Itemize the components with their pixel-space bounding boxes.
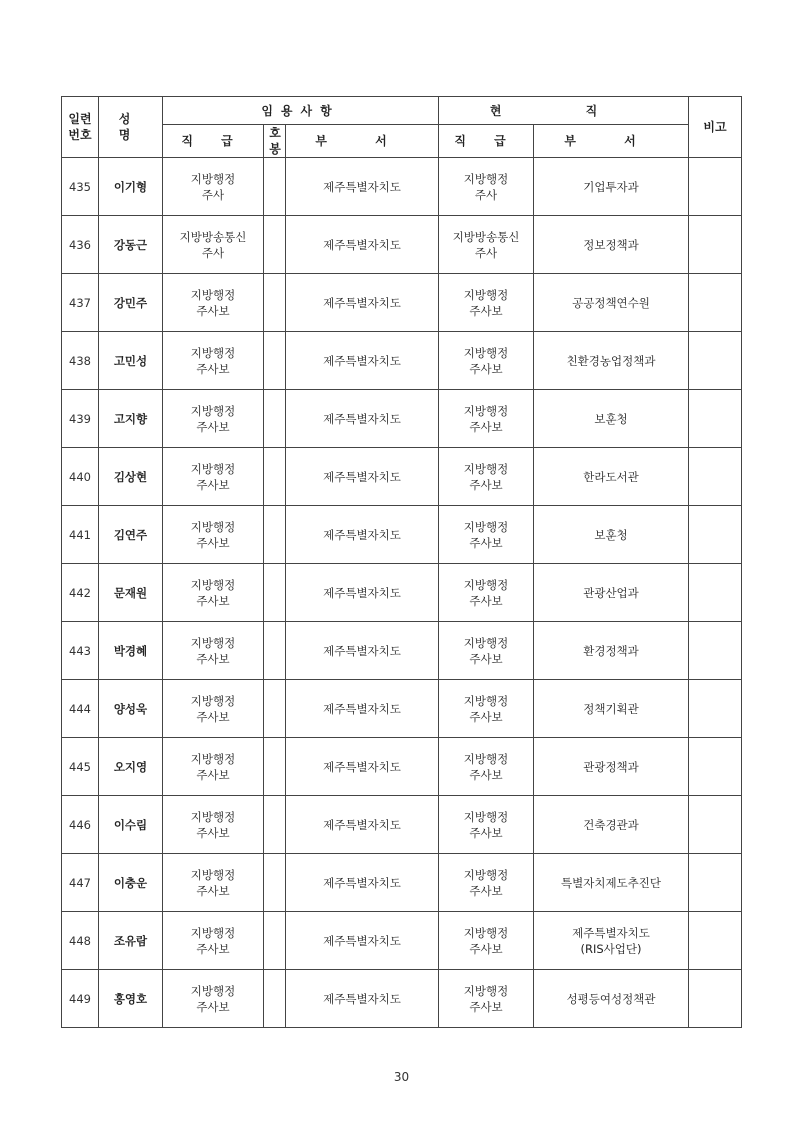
current-rank-cell: [439, 216, 534, 274]
name-cell: 강동근: [99, 216, 163, 274]
cell-line: 지방행정: [190, 925, 236, 940]
current-dept-cell: [534, 680, 689, 738]
cell-line: 주사보: [196, 651, 230, 666]
cell-line: 주사보: [196, 361, 230, 376]
header-remarks: 비고: [689, 97, 742, 158]
current-rank-cell: [439, 738, 534, 796]
step-cell: [264, 216, 286, 274]
cell-line: 지방행정: [190, 345, 236, 360]
remarks-cell: [689, 738, 742, 796]
appointment-rank-cell: [163, 912, 264, 970]
current-rank-cell: [439, 912, 534, 970]
table-row: [62, 274, 742, 332]
appointment-dept-cell: 제주특별자치도: [286, 912, 439, 970]
appointment-dept-cell: 제주특별자치도: [286, 622, 439, 680]
name-cell: 이기형: [99, 158, 163, 216]
table-row: [62, 854, 742, 912]
cell-line: 주사: [201, 187, 225, 202]
cell-line: 지방행정: [463, 403, 509, 418]
cell-line: 지방행정: [463, 751, 509, 766]
name-cell: 이수림: [99, 796, 163, 854]
appointment-rank-cell: [163, 970, 264, 1028]
cell-line: 지방행정: [463, 345, 509, 360]
cell-line: 주사: [474, 245, 498, 260]
current-dept-cell: [534, 796, 689, 854]
current-rank-cell: [439, 796, 534, 854]
cell-line: 지방행정: [190, 809, 236, 824]
cell-line: 지방행정: [190, 983, 236, 998]
serial-number-cell: 445: [62, 738, 99, 796]
current-dept-cell: [534, 390, 689, 448]
current-rank-cell: [439, 332, 534, 390]
cell-line: 주사보: [469, 593, 503, 608]
table-row: [62, 738, 742, 796]
cell-line: 주사보: [469, 941, 503, 956]
header-current-position: 현 직: [439, 97, 689, 125]
header-appointment-dept: 부 서: [286, 125, 439, 158]
cell-line: 지방행정: [190, 751, 236, 766]
step-cell: [264, 796, 286, 854]
cell-line: 성평등여성정책관: [566, 991, 656, 1006]
step-cell: [264, 448, 286, 506]
table-row: [62, 680, 742, 738]
appointment-dept-cell: 제주특별자치도: [286, 680, 439, 738]
current-rank-cell: [439, 970, 534, 1028]
serial-number-cell: 439: [62, 390, 99, 448]
cell-line: 보훈청: [594, 411, 628, 426]
cell-line: 제주특별자치도: [572, 925, 650, 940]
current-dept-cell: [534, 622, 689, 680]
cell-line: 주사: [474, 187, 498, 202]
appointment-rank-cell: [163, 216, 264, 274]
step-cell: [264, 332, 286, 390]
cell-line: 관광정책과: [583, 759, 639, 774]
name-cell: 문재원: [99, 564, 163, 622]
cell-line: 지방행정: [463, 461, 509, 476]
current-dept-cell: [534, 274, 689, 332]
appointment-rank-cell: [163, 390, 264, 448]
step-cell: [264, 506, 286, 564]
serial-number-cell: 444: [62, 680, 99, 738]
cell-line: 주사보: [469, 651, 503, 666]
appointment-dept-cell: 제주특별자치도: [286, 158, 439, 216]
step-cell: [264, 274, 286, 332]
cell-line: 주사보: [196, 477, 230, 492]
header-appointment: 임용사항: [163, 97, 439, 125]
table-row: [62, 332, 742, 390]
cell-line: 지방행정: [190, 519, 236, 534]
serial-number-cell: 446: [62, 796, 99, 854]
current-rank-cell: [439, 274, 534, 332]
cell-line: 지방방송통신: [452, 229, 520, 244]
step-cell: [264, 390, 286, 448]
cell-line: 지방행정: [190, 287, 236, 302]
cell-line: 주사보: [196, 593, 230, 608]
serial-number-cell: 437: [62, 274, 99, 332]
appointment-rank-cell: [163, 506, 264, 564]
name-cell: 김연주: [99, 506, 163, 564]
header-step: 호봉: [264, 125, 286, 158]
appointment-rank-cell: [163, 448, 264, 506]
cell-line: 주사보: [469, 303, 503, 318]
appointment-rank-cell: [163, 274, 264, 332]
cell-line: 지방행정: [190, 171, 236, 186]
cell-line: 주사보: [469, 709, 503, 724]
appointment-dept-cell: 제주특별자치도: [286, 854, 439, 912]
appointment-dept-cell: 제주특별자치도: [286, 970, 439, 1028]
appointment-rank-cell: [163, 564, 264, 622]
cell-line: 공공정책연수원: [572, 295, 650, 310]
current-dept-cell: [534, 506, 689, 564]
cell-line: 지방행정: [463, 809, 509, 824]
cell-line: 지방행정: [463, 867, 509, 882]
step-cell: [264, 158, 286, 216]
appointment-dept-cell: 제주특별자치도: [286, 216, 439, 274]
appointment-rank-cell: [163, 332, 264, 390]
cell-line: 친환경농업정책과: [566, 353, 656, 368]
cell-line: 정보정책과: [583, 237, 639, 252]
current-rank-cell: [439, 680, 534, 738]
remarks-cell: [689, 622, 742, 680]
name-cell: 강민주: [99, 274, 163, 332]
current-dept-cell: [534, 738, 689, 796]
remarks-cell: [689, 332, 742, 390]
cell-line: 지방행정: [463, 577, 509, 592]
cell-line: 지방행정: [190, 635, 236, 650]
current-rank-cell: [439, 506, 534, 564]
cell-line: (RIS사업단): [580, 941, 642, 956]
remarks-cell: [689, 680, 742, 738]
cell-line: 지방행정: [463, 635, 509, 650]
cell-line: 주사보: [196, 999, 230, 1014]
table-row: [62, 796, 742, 854]
table-row: [62, 970, 742, 1028]
current-dept-cell: [534, 564, 689, 622]
current-rank-cell: [439, 854, 534, 912]
cell-line: 주사: [201, 245, 225, 260]
name-cell: 오지영: [99, 738, 163, 796]
cell-line: 지방행정: [190, 403, 236, 418]
serial-number-cell: 441: [62, 506, 99, 564]
table-row: [62, 564, 742, 622]
name-cell: 이충운: [99, 854, 163, 912]
current-dept-cell: [534, 448, 689, 506]
cell-line: 보훈청: [594, 527, 628, 542]
cell-line: 지방행정: [190, 867, 236, 882]
cell-line: 지방행정: [463, 519, 509, 534]
appointment-dept-cell: 제주특별자치도: [286, 274, 439, 332]
cell-line: 관광산업과: [583, 585, 639, 600]
remarks-cell: [689, 970, 742, 1028]
cell-line: 건축경관과: [583, 817, 639, 832]
serial-number-cell: 435: [62, 158, 99, 216]
step-cell: [264, 680, 286, 738]
appointment-rank-cell: [163, 854, 264, 912]
cell-line: 주사보: [469, 999, 503, 1014]
cell-line: 주사보: [469, 535, 503, 550]
cell-line: 주사보: [196, 709, 230, 724]
header-serial-number: 일련 번호: [62, 97, 99, 158]
page-number: 30: [393, 1070, 410, 1084]
cell-line: 지방행정: [190, 577, 236, 592]
step-cell: [264, 854, 286, 912]
current-rank-cell: [439, 448, 534, 506]
step-cell: [264, 622, 286, 680]
cell-line: 지방방송통신: [179, 229, 247, 244]
appointment-dept-cell: 제주특별자치도: [286, 564, 439, 622]
remarks-cell: [689, 274, 742, 332]
appointment-rank-cell: [163, 680, 264, 738]
serial-number-cell: 447: [62, 854, 99, 912]
appointment-table: [61, 96, 742, 1028]
header-current-dept: 부 서: [534, 125, 689, 158]
cell-line: 주사보: [469, 477, 503, 492]
appointment-rank-cell: [163, 622, 264, 680]
serial-number-cell: 442: [62, 564, 99, 622]
current-dept-cell: [534, 970, 689, 1028]
header-name: 성 명: [99, 97, 163, 158]
cell-line: 주사보: [196, 941, 230, 956]
name-cell: 고민성: [99, 332, 163, 390]
appointment-dept-cell: 제주특별자치도: [286, 332, 439, 390]
header-appointment-rank: 직 급: [163, 125, 264, 158]
cell-line: 지방행정: [463, 983, 509, 998]
table-row: [62, 390, 742, 448]
name-cell: 조유람: [99, 912, 163, 970]
cell-line: 지방행정: [463, 693, 509, 708]
name-cell: 양성욱: [99, 680, 163, 738]
serial-number-cell: 436: [62, 216, 99, 274]
appointment-rank-cell: [163, 738, 264, 796]
table-row: [62, 158, 742, 216]
serial-number-cell: 448: [62, 912, 99, 970]
cell-line: 주사보: [196, 825, 230, 840]
appointment-dept-cell: 제주특별자치도: [286, 738, 439, 796]
cell-line: 주사보: [196, 767, 230, 782]
cell-line: 정책기획관: [583, 701, 639, 716]
name-cell: 홍영호: [99, 970, 163, 1028]
header-current-rank: 직 급: [439, 125, 534, 158]
cell-line: 한라도서관: [583, 469, 639, 484]
serial-number-cell: 438: [62, 332, 99, 390]
cell-line: 주사보: [469, 361, 503, 376]
current-rank-cell: [439, 390, 534, 448]
current-dept-cell: [534, 332, 689, 390]
table-row: [62, 912, 742, 970]
name-cell: 김상현: [99, 448, 163, 506]
current-dept-cell: [534, 912, 689, 970]
current-dept-cell: [534, 158, 689, 216]
table-row: [62, 448, 742, 506]
remarks-cell: [689, 912, 742, 970]
appointment-rank-cell: [163, 796, 264, 854]
cell-line: 환경정책과: [583, 643, 639, 658]
serial-number-cell: 443: [62, 622, 99, 680]
serial-number-cell: 449: [62, 970, 99, 1028]
current-dept-cell: [534, 854, 689, 912]
cell-line: 특별자치제도추진단: [561, 875, 661, 890]
step-cell: [264, 970, 286, 1028]
cell-line: 지방행정: [463, 171, 509, 186]
cell-line: 지방행정: [190, 693, 236, 708]
serial-number-cell: 440: [62, 448, 99, 506]
cell-line: 주사보: [196, 419, 230, 434]
appointment-dept-cell: 제주특별자치도: [286, 390, 439, 448]
appointment-dept-cell: 제주특별자치도: [286, 506, 439, 564]
remarks-cell: [689, 158, 742, 216]
remarks-cell: [689, 448, 742, 506]
appointment-dept-cell: 제주특별자치도: [286, 796, 439, 854]
table-row: [62, 622, 742, 680]
cell-line: 지방행정: [463, 287, 509, 302]
name-cell: 고지향: [99, 390, 163, 448]
step-cell: [264, 564, 286, 622]
table-row: [62, 506, 742, 564]
cell-line: 주사보: [469, 419, 503, 434]
appointment-dept-cell: 제주특별자치도: [286, 448, 439, 506]
current-dept-cell: [534, 216, 689, 274]
cell-line: 주사보: [196, 535, 230, 550]
table-row: [62, 216, 742, 274]
remarks-cell: [689, 854, 742, 912]
remarks-cell: [689, 564, 742, 622]
remarks-cell: [689, 506, 742, 564]
current-rank-cell: [439, 622, 534, 680]
cell-line: 지방행정: [463, 925, 509, 940]
appointment-rank-cell: [163, 158, 264, 216]
current-rank-cell: [439, 158, 534, 216]
cell-line: 지방행정: [190, 461, 236, 476]
cell-line: 주사보: [469, 883, 503, 898]
cell-line: 주사보: [196, 303, 230, 318]
cell-line: 기업투자과: [583, 179, 639, 194]
step-cell: [264, 912, 286, 970]
step-cell: [264, 738, 286, 796]
name-cell: 박경혜: [99, 622, 163, 680]
cell-line: 주사보: [469, 825, 503, 840]
cell-line: 주사보: [469, 767, 503, 782]
cell-line: 주사보: [196, 883, 230, 898]
remarks-cell: [689, 796, 742, 854]
remarks-cell: [689, 216, 742, 274]
current-rank-cell: [439, 564, 534, 622]
remarks-cell: [689, 390, 742, 448]
